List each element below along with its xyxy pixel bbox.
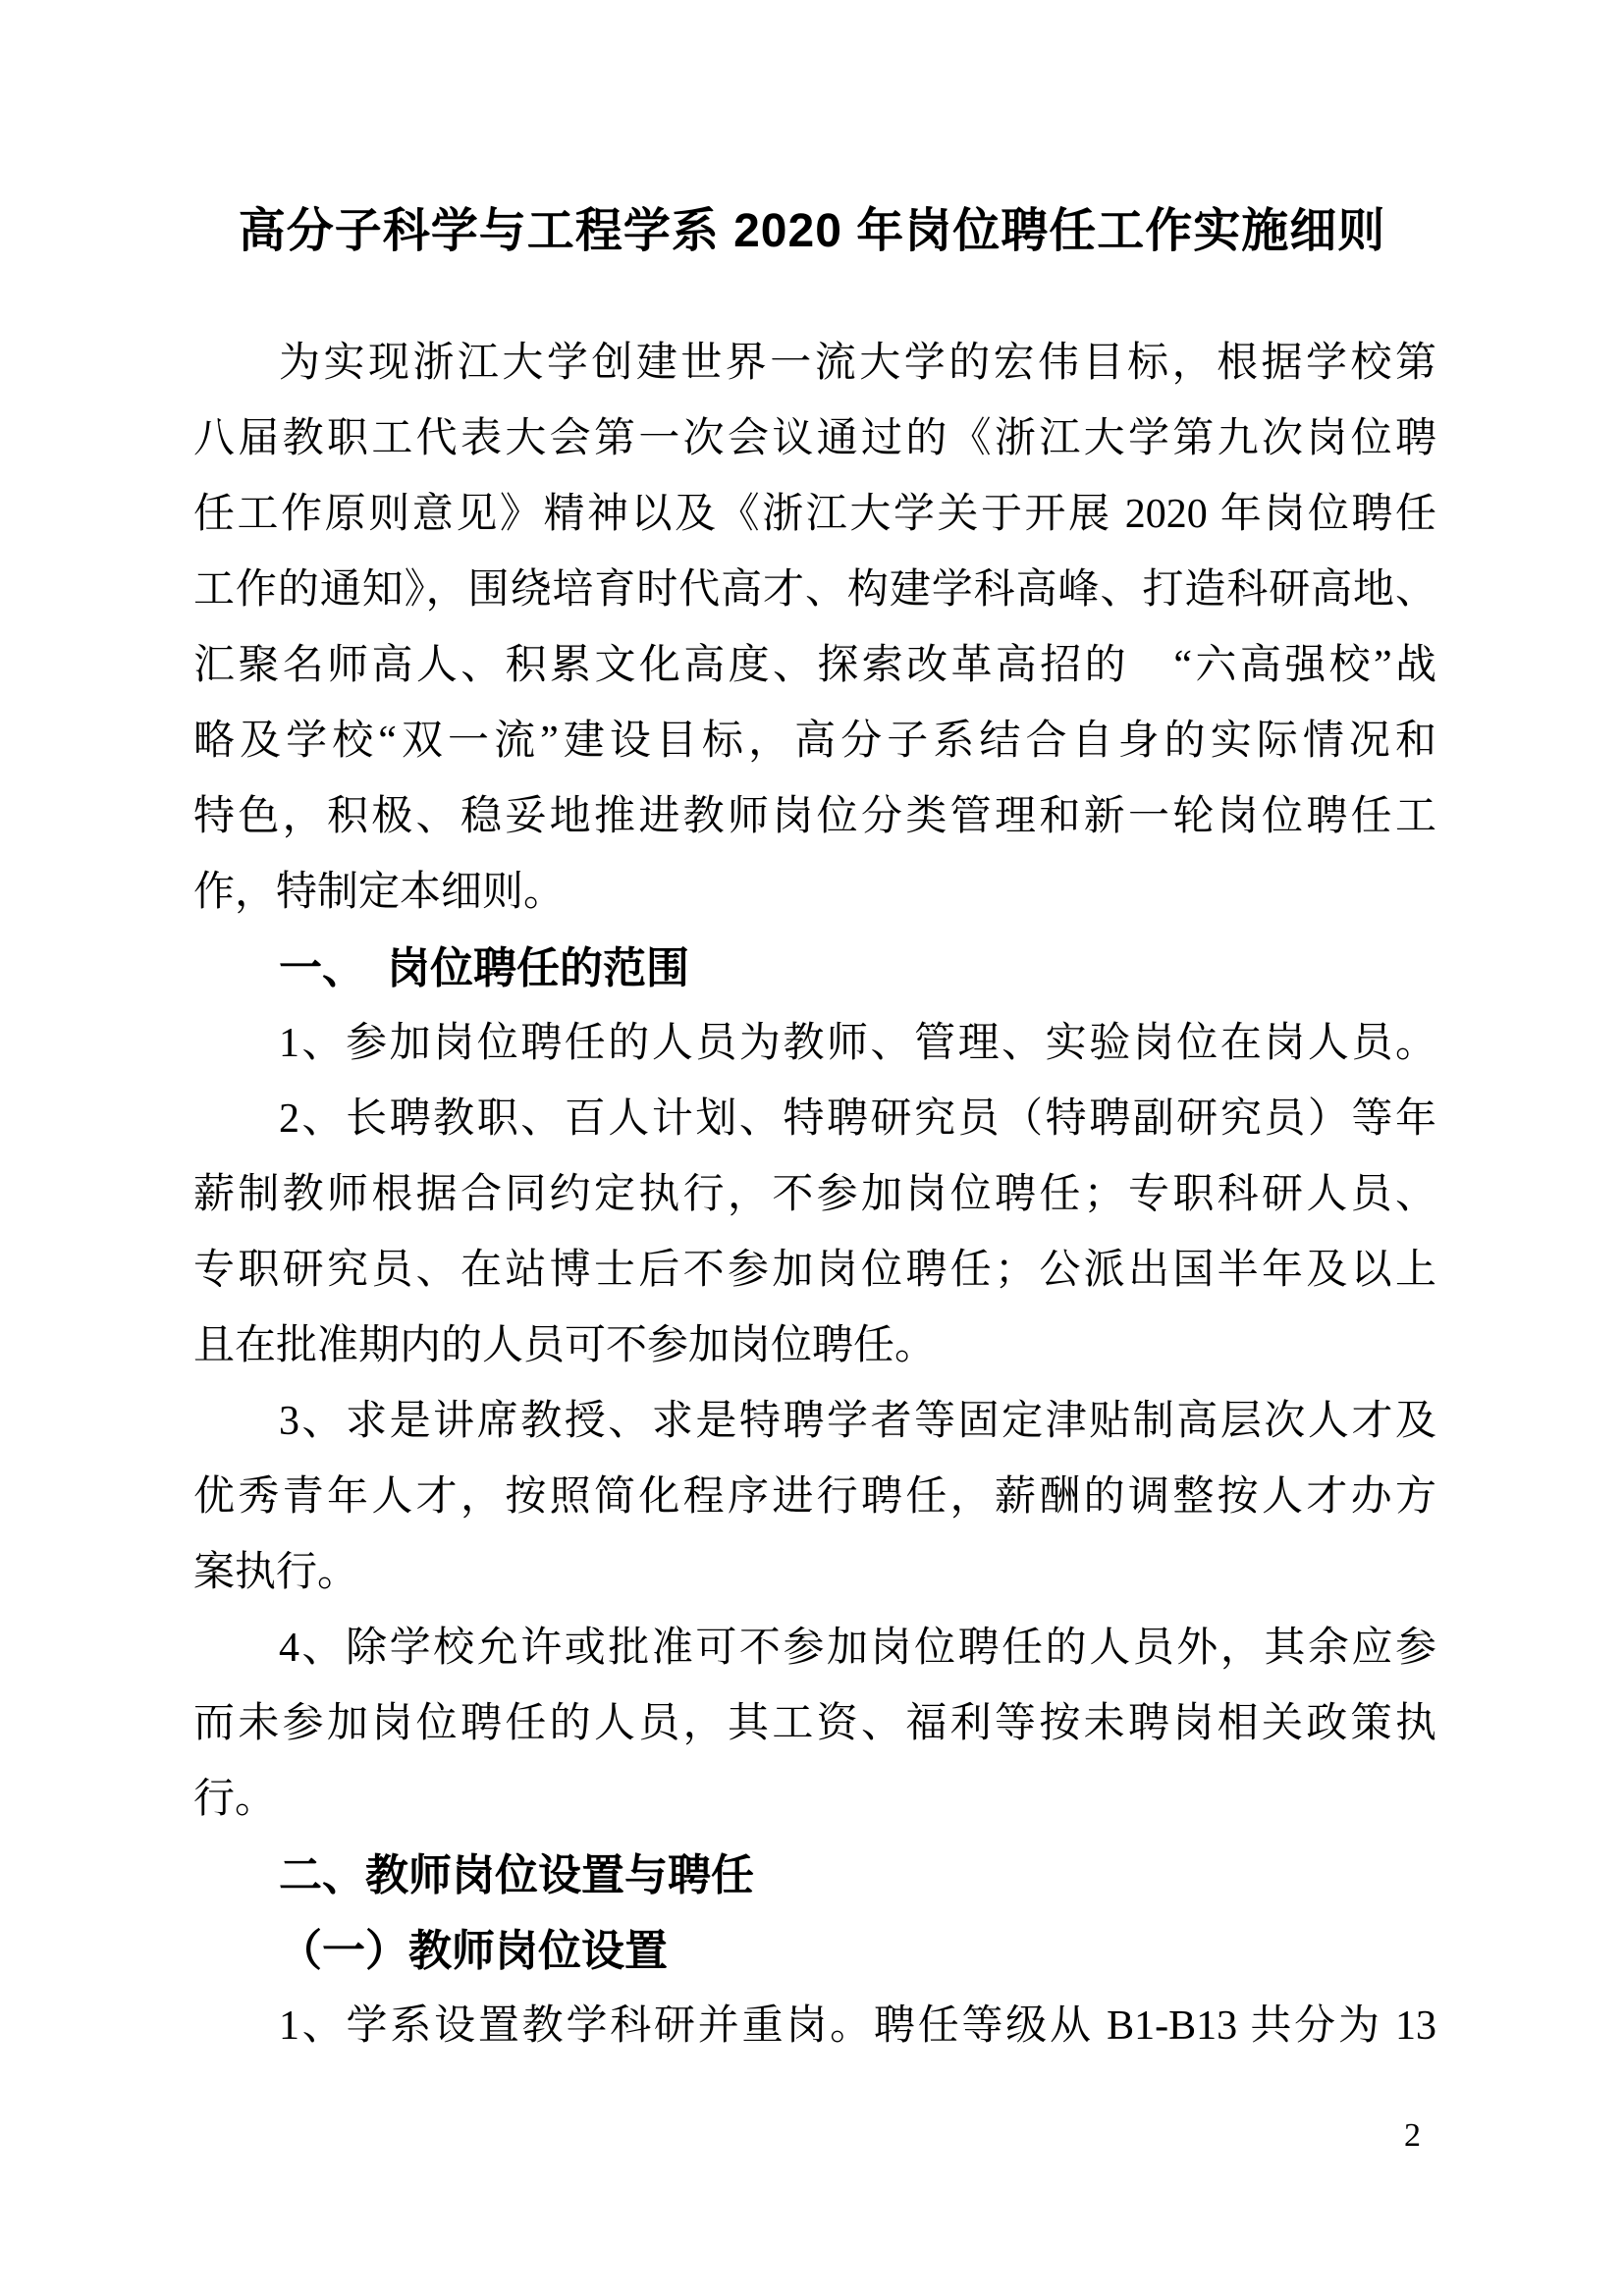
body-line: 1、学系设置教学科研并重岗。聘任等级从 B1-B13 共分为 13 (279, 2003, 1436, 2049)
body-line: 优秀青年人才，按照简化程序进行聘任，薪酬的调整按人才办方 (193, 1474, 1436, 1520)
body-line: 八届教职工代表大会第一次会议通过的《浙江大学第九次岗位聘 (193, 416, 1436, 461)
body-line: 特色，积极、稳妥地推进教师岗位分类管理和新一轮岗位聘任工 (193, 794, 1436, 839)
document-body (193, 326, 1436, 2064)
body-line: 且在批准期内的人员可不参加岗位聘任。 (193, 1323, 937, 1368)
section-heading-2: 二、教师岗位设置与聘任 (279, 1851, 754, 1899)
body-line: 汇聚名师高人、积累文化高度、探索改革高招的 “六高强校”战 (193, 643, 1436, 688)
document-title: 高分子科学与工程学系 2020 年岗位聘任工作实施细则 (238, 205, 1386, 257)
body-line: 而未参加岗位聘任的人员，其工资、福利等按未聘岗相关政策执 (193, 1701, 1436, 1746)
body-line: 行。 (193, 1777, 277, 1822)
section-heading-1: 一、 岗位聘任的范围 (279, 944, 689, 992)
body-line: 任工作原则意见》精神以及《浙江大学关于开展 2020 年岗位聘任 (193, 492, 1436, 537)
body-line: 为实现浙江大学创建世界一流大学的宏伟目标，根据学校第 (279, 341, 1436, 386)
body-line: 1、参加岗位聘任的人员为教师、管理、实验岗位在岗人员。 (279, 1021, 1436, 1066)
body-line: 薪制教师根据合同约定执行，不参加岗位聘任；专职科研人员、 (193, 1172, 1436, 1217)
body-line: 4、除学校允许或批准可不参加岗位聘任的人员外，其余应参 (279, 1626, 1436, 1671)
body-line: 专职研究员、在站博士后不参加岗位聘任；公派出国半年及以上 (193, 1248, 1436, 1293)
subsection-heading: （一）教师岗位设置 (279, 1927, 668, 1975)
body-line: 3、求是讲席教授、求是特聘学者等固定津贴制高层次人才及 (279, 1399, 1436, 1444)
body-line: 略及学校“双一流”建设目标，高分子系结合自身的实际情况和 (193, 719, 1436, 764)
body-line: 2、长聘教职、百人计划、特聘研究员（特聘副研究员）等年 (279, 1096, 1436, 1142)
body-line: 案执行。 (193, 1550, 359, 1595)
body-line: 作，特制定本细则。 (193, 870, 566, 915)
body-line: 工作的通知》，围绕培育时代高才、构建学科高峰、打造科研高地、 (193, 567, 1436, 613)
page-number: 2 (1404, 2117, 1421, 2154)
